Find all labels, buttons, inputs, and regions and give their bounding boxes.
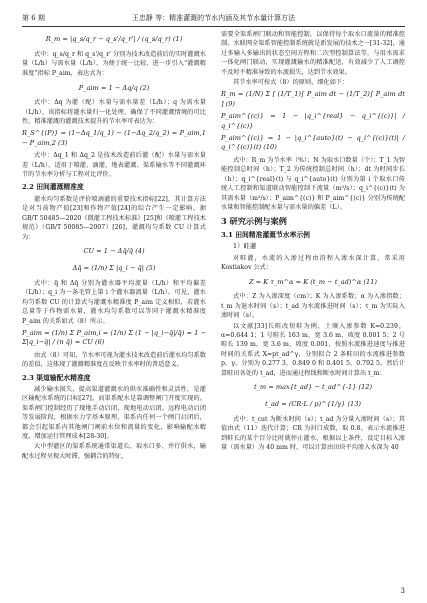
paragraph: 由式（8）可知，节水率可视为灌水技术改造前后灌水均匀系数的差值，这体现了灌溉精准度在反映节水率时的普适意义。 (22, 351, 206, 369)
equation-2: P_aim = 1 − Δq/q (2) (78, 83, 150, 92)
issue-number: 第 6 期 (22, 14, 45, 22)
paragraph: 以文献[33]长畦改短畦为例，土壤入渗参数 K=0.239，α=0.644 1；1 号畦长 163 m，宽 3.6 m，坡度 0.001 5；2 号畦长 139 m，宽 3.6 m，坡度 0.001，按照水流推进速度与推进时间的关系式 X=pt_ad^γ，分别拟合 2 条畦田的水流推进参数 p，γ，分别为 0.277 3，0.849 0 和 0.401 5，0.792 5。然后计算畦田各处的 t_ad，进而通过程线和断水时间计算出 t_m： (221, 322, 405, 377)
paragraph: 其节水率可按式（8）的原则，细化如下： (233, 79, 349, 87)
equation-3: R_S^{(P)} = (1−Δq_1/q_1) − (1−Δq_2/q_2) = P_aim,1 − P_aim,2 (3) (22, 129, 206, 147)
equation-1: R_m = |q_s/q_r − q_s'/q_r'| / (q_s/q_r) (1) (45, 35, 183, 44)
paragraph: 对畦灌，水流的入渗过程由沿程入渗水深计算，常采用 Kostiakov 公式： (221, 254, 405, 271)
equation-9: R_m = (1/N) Σ [ (1/T_1)∫ P_aim dt − (1/T_2)∫ P_aim dt ] (9) (221, 90, 405, 108)
running-header (22, 12, 405, 27)
running-title: 王忠静 等：精准灌溉的节水内涵及其节水量计算方法 (131, 14, 296, 22)
paragraph: 式中：Δq_1 和 Δq_2 是技术改造前后灌（配）水量与需水量差（L/h），适用于喷灌、滴灌、地表灌溉、渠系输水等不同灌溉环节的节水率分析与工程对比评价。 (22, 152, 206, 179)
section-heading-3: 3 研究示例与案例 (221, 216, 287, 227)
equation-4: CU = 1 − Δq̄/q̄ (4) (83, 247, 145, 256)
paragraph: 式中：t_cut 为断水时间（s）；t_ad 为分量入渗时间（s）；其值由式（11）迭代计算；CR 为封口成数，取 0.8。表示水流推进到畦长的某个百分比时就停止灌水，根据以上条件，设定目标入渗量（需水量）为 40 mm 时，可以计算由田块平均渗入水深为 40 (221, 416, 405, 452)
section-heading-2-3: 2.3 渠道输配水精准度 (22, 373, 91, 382)
equation-13: t_ad = (CR·L / p)^{1/γ} (13) (265, 400, 361, 409)
paragraph: 需要全渠系闸门联动和智能控制，以保持每个取水口流量的精准控制。水联网全渠系智能控制系统就是新发展的技术之一[31-32]，通过多输入多输出的状态空间方程和二次型控制算法等，与用水需求一体化闸门联动，实现灌溉输水的精准配送，有效减少了人工调控不及时不精准导致的水流损失，达到节水效果。 (221, 31, 405, 76)
page-number: 3 (400, 587, 405, 595)
paragraph: 大中型灌区的渠系系统通常渠道长、取水口多、并行供水，输配水过程呈现大时滞、强耦合的特征， (22, 443, 206, 460)
subheading-border-irrigation: 1）畦灌 (233, 242, 257, 251)
paragraph: 减少输水损失，提高渠道灌溉水的供水准确性和灵活性，是灌区输配水系统的目标[27]。而渠系配水是靠调整闸门开度实现的。渠系闸门控制经历了现地手动启闭、现地电动启闭、远程电动启闭等发展阶段，根据水力学基本原理，渠系内任何一个闸门启闭后，都会引起渠系内其他闸门闸前水位和流量的变化，影响输配水精度，增加运行管理成本[28-30]。 (22, 385, 206, 440)
equation-11: Z = K τ_m^α = K (t_m − t_ad)^α (11) (248, 277, 377, 286)
right-column (221, 30, 405, 454)
paragraph: 式中：Z 为入渗深度（cm）；K 为入渗系数；α 为入渗指数；t_m 为退水时间（s）；t_ad 为水流推进时间（s）；τ_m 为实际入渗时间（s）。 (221, 293, 405, 320)
paragraph: 灌水均匀系数是评价喷滴灌的重要技术指标[22]，其计算方法是对当前物产值[23]和作物产值[24]的综合产生一定影响，据 GB/T 50485—2020《微灌工程技术标准》[25]和《喷灌工程技术规范》（GB/T 50085—2007）[26]，灌溉均匀系数 CU 计算式为： (22, 195, 206, 241)
equation-10a: P_aim^{(c)} = 1 − |q_i^{real} − q_i^{(c)}| / q_i^{(c)} (221, 112, 405, 130)
left-column (22, 30, 206, 462)
paragraph: 式中：q_s/q_r 和 q_s'/q_r' 分别为技术改造前后的实时灌溉水量（L/h）与需水量（L/h），为便于统一比较，进一步引入“灌溉精准度”指标 P_aim，表达式为： (22, 51, 206, 77)
section-heading-2-2: 2.2 田间灌溉精准度 (22, 183, 84, 192)
equation-12: t_m = max{t_ad} − t_ad^{-1} (12) (253, 383, 373, 392)
equation-6: P_aim = (1/n) Σ P_aim,i = (1/n) Σ (1 − |q_i−q̄|/q̄) = 1 − Σ|q_i−q̄| / (n q̄) = CU (6) (22, 328, 206, 347)
paragraph: 式中：q̄ 和 Δq̄ 分别为灌水器平均流量（L/h）和平均偏差（L/h）；q_i 为一条毛管上第 i 个灌水器流量（L/h）。可见，灌水均匀系数 CU 的计算式与灌溉水精准度 P_aim 定义相似，若灌水总量等于作物需水量，灌水均匀系数可以等同于灌溉水精准度 P_aim 的关系如式（8）所示。 (22, 279, 206, 325)
section-heading-3-1: 3.1 田间精准灌溉节水率示例 (221, 230, 310, 239)
equation-5: Δq̄ = (1/n) Σ |q_i − q̄| (5) (72, 264, 156, 273)
paragraph: 式中：R_m 为节水率（%）；N 为取水口数量（个）；T_1 为智能控制总时间（h）；T_2 为传统控制总时间（h）；dt 为时间步长（h）；q_i^{real}(t) 与 q_i^{auto}(t) 分别为第 i 个取水口传统人工控制和渠道联动智能控制下流量（m³/s）；q_i^{(c)}(t) 为其需水量（m³/s）；P_aim^{(c)} 和 P_aim^{(c)} 分别为传统配水量和智能控制配水量与需水量的偏差（L）。 (221, 156, 405, 211)
equation-10b: P_aim^{(c)} = 1 − |q_i^{auto}(t) − q_i^{(c)}(t)| / q_i^{(c)}(t) (10) (221, 134, 405, 152)
paragraph: 式中：Δq 为灌（配）水量与需水量差（L/h）；q 为需水量（L/h），该指标将灌水量归一化处理，确保了不同灌溉情境的可比性，精准灌溉的灌溉技术提升的节水率可表达为： (22, 99, 206, 126)
